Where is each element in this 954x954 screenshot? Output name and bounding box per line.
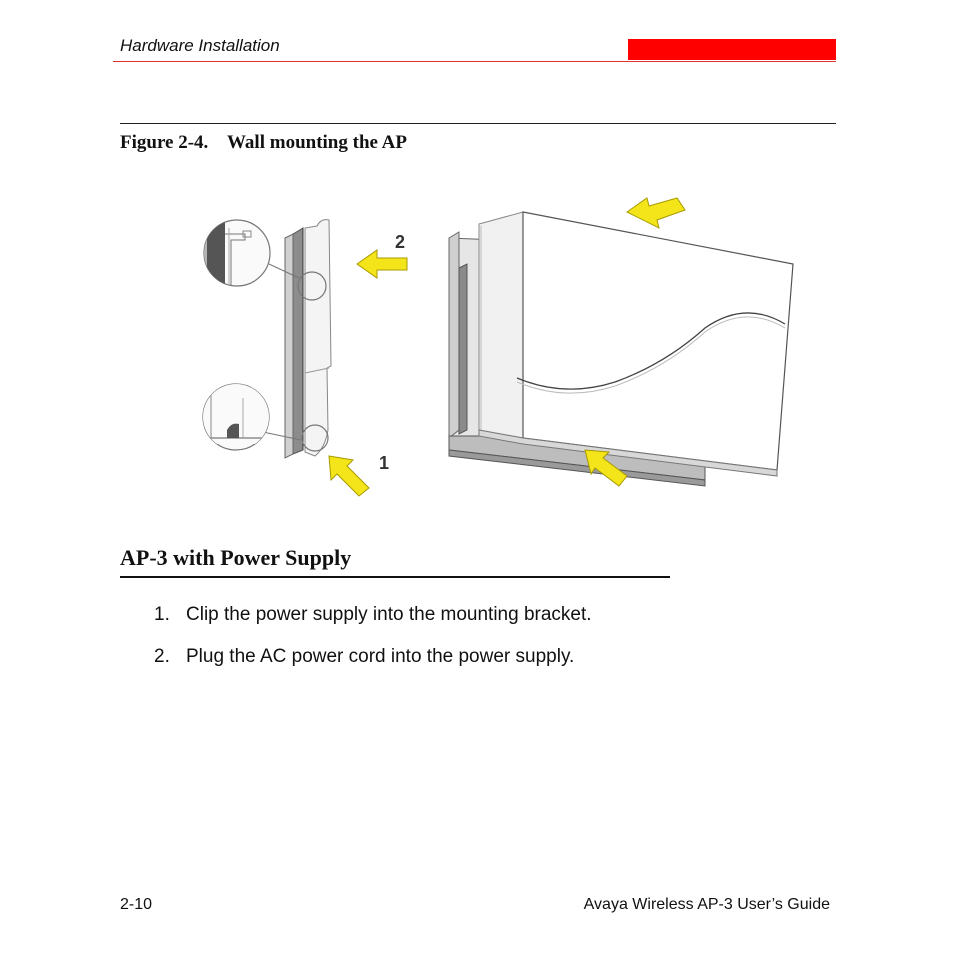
- step-number: 2.: [154, 646, 170, 667]
- section-rule: [120, 576, 670, 578]
- perspective-view: [449, 198, 793, 486]
- page-number: 2-10: [120, 896, 153, 913]
- step-text: Plug the AC power cord into the power supply.: [186, 646, 575, 667]
- figure-label: Figure 2-4.: [120, 132, 209, 153]
- header-rule: [113, 61, 836, 62]
- running-header: Hardware Installation: [120, 36, 280, 55]
- section-heading: AP-3 with Power Supply: [120, 545, 352, 570]
- step-text: Clip the power supply into the mounting bracket.: [186, 604, 592, 625]
- figure-top-rule: [120, 123, 836, 124]
- step-number: 1.: [154, 604, 170, 625]
- callout-1-label: 1: [379, 453, 390, 473]
- step-item: [154, 604, 592, 626]
- book-title: Avaya Wireless AP-3 User’s Guide: [583, 896, 830, 913]
- figure-caption: [120, 132, 407, 154]
- figure-title: Wall mounting the AP: [226, 132, 407, 153]
- callout-2-label: 2: [395, 232, 406, 252]
- step-item: [154, 646, 574, 668]
- wall-mount-illustration: [145, 168, 795, 510]
- side-view: [201, 220, 407, 496]
- header-accent-bar: [628, 39, 836, 60]
